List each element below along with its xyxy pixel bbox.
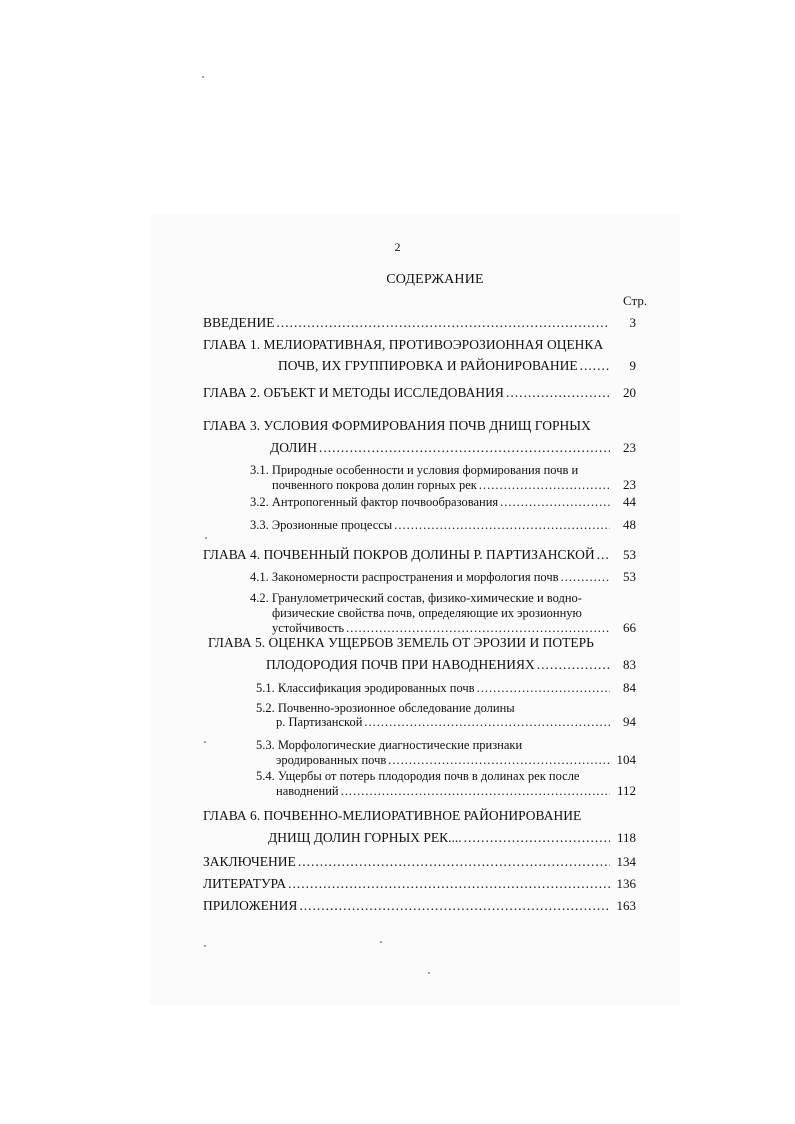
toc-entry-text: ЗАКЛЮЧЕНИЕ	[203, 854, 296, 869]
toc-entry-chapter-3-cont	[270, 439, 610, 457]
toc-entry-3-1-cont	[272, 476, 610, 494]
toc-page-number: 20	[623, 385, 636, 400]
toc-page-number: 84	[623, 680, 636, 695]
toc-entry-chapter-1: ГЛАВА 1. МЕЛИОРАТИВНАЯ, ПРОТИВОЭРОЗИОННАЯ ОЦЕНКА	[203, 337, 604, 352]
toc-page-number: 136	[616, 876, 636, 891]
page-column-label: Стр.	[623, 293, 648, 308]
toc-entry-5-3: 5.3. Морфологические диагностические признаки	[256, 738, 523, 752]
toc-entry-chapter-6: ГЛАВА 6. ПОЧВЕННО-МЕЛИОРАТИВНОЕ РАЙОНИРОВАНИЕ	[203, 808, 582, 823]
toc-entry-text: 3.3. Эрозионные процессы	[250, 518, 393, 532]
toc-entry-text: 4.1. Закономерности распространения и морфология почв	[250, 570, 559, 584]
scan-speck	[204, 741, 206, 743]
toc-entry-4-2-cont: физические свойства почв, определяющие их эрозионную	[272, 606, 582, 620]
toc-page-number: 48	[623, 517, 636, 532]
toc-page-number: 134	[616, 854, 636, 869]
toc-entry-text: ГЛАВА 2. ОБЪЕКТ И МЕТОДЫ ИССЛЕДОВАНИЯ	[203, 385, 504, 400]
toc-page-number: 118	[616, 830, 636, 845]
toc-entry-chapter-5: ГЛАВА 5. ОЦЕНКА УЩЕРБОВ ЗЕМЕЛЬ ОТ ЭРОЗИИ И ПОТЕРЬ	[208, 635, 594, 650]
toc-entry-text: ДОЛИН	[270, 440, 317, 455]
toc-entry-3-2	[250, 493, 610, 511]
scan-speck	[205, 537, 207, 539]
toc-entry-chapter-3: ГЛАВА 3. УСЛОВИЯ ФОРМИРОВАНИЯ ПОЧВ ДНИЩ ГОРНЫХ	[203, 418, 591, 433]
toc-page-number: 104	[616, 752, 636, 767]
toc-page-number: 66	[623, 620, 636, 635]
toc-entry-5-1	[256, 679, 610, 697]
toc-entry-text: устойчивость	[272, 621, 345, 635]
toc-entry-appendices	[203, 897, 610, 915]
toc-entry-chapter-5-cont	[266, 656, 610, 674]
toc-entry-text: 5.1. Классификация эродированных почв	[256, 681, 475, 695]
scan-speck	[202, 76, 204, 78]
scan-speck	[428, 972, 430, 974]
toc-entry-literature	[203, 875, 610, 893]
toc-entry-text: ПЛОДОРОДИЯ ПОЧВ ПРИ НАВОДНЕНИЯХ	[266, 657, 535, 672]
toc-entry-chapter-2	[203, 384, 610, 402]
scan-speck	[380, 941, 382, 943]
toc-entry-3-3	[250, 516, 610, 534]
toc-entry-5-2: 5.2. Почвенно-эрозионное обследование долины	[256, 701, 515, 715]
toc-page-number: 23	[623, 440, 636, 455]
toc-entry-text: ДНИЩ ДОЛИН ГОРНЫХ РЕК....	[268, 830, 462, 845]
toc-entry-5-4-cont	[276, 782, 610, 800]
toc-page-number: 9	[629, 358, 636, 373]
toc-page-number: 44	[623, 494, 636, 509]
toc-entry-4-1	[250, 568, 610, 586]
toc-entry-text: ПРИЛОЖЕНИЯ	[203, 898, 298, 913]
toc-entry-chapter-1-cont	[278, 357, 610, 375]
toc-page-number: 53	[623, 569, 636, 584]
toc-entry-text: 3.2. Антропогенный фактор почвообразования	[250, 495, 499, 509]
toc-entry-text: ПОЧВ, ИХ ГРУППИРОВКА И РАЙОНИРОВАНИЕ	[278, 358, 578, 373]
toc-page-number: 23	[623, 477, 636, 492]
toc-page-number: 53	[623, 547, 636, 562]
toc-entry-5-4: 5.4. Ущербы от потерь плодородия почв в долинах рек после	[256, 769, 580, 783]
scan-speck	[204, 945, 206, 947]
toc-page-number: 83	[623, 657, 636, 672]
toc-page-number: 112	[616, 783, 636, 798]
toc-entry-text: эродированных почв	[276, 753, 387, 767]
page-number: 2	[394, 240, 401, 254]
toc-entry-intro	[203, 314, 610, 332]
toc-page-number: 3	[629, 315, 636, 330]
toc-entry-text: ГЛАВА 4. ПОЧВЕННЫЙ ПОКРОВ ДОЛИНЫ Р. ПАРТИЗАНСКОЙ	[203, 547, 595, 562]
toc-entry-5-2-cont	[276, 713, 610, 731]
toc-heading: СОДЕРЖАНИЕ	[386, 272, 484, 287]
toc-entry-text: ЛИТЕРАТУРА	[203, 876, 287, 891]
toc-entry-text: ВВЕДЕНИЕ	[203, 315, 275, 330]
toc-entry-conclusion	[203, 853, 610, 871]
toc-page-number: 94	[623, 714, 636, 729]
toc-entry-3-1: 3.1. Природные особенности и условия формирования почв и	[250, 463, 579, 477]
toc-entry-text: наводнений	[276, 784, 339, 798]
toc-page-number: 163	[616, 898, 636, 913]
toc-entry-chapter-4	[203, 546, 610, 564]
toc-entry-text: почвенного покрова долин горных рек	[272, 478, 477, 492]
toc-entry-4-2: 4.2. Гранулометрический состав, физико-химические и водно-	[250, 591, 582, 605]
toc-entry-chapter-6-cont	[268, 829, 610, 847]
toc-entry-text: р. Партизанской	[276, 715, 363, 729]
